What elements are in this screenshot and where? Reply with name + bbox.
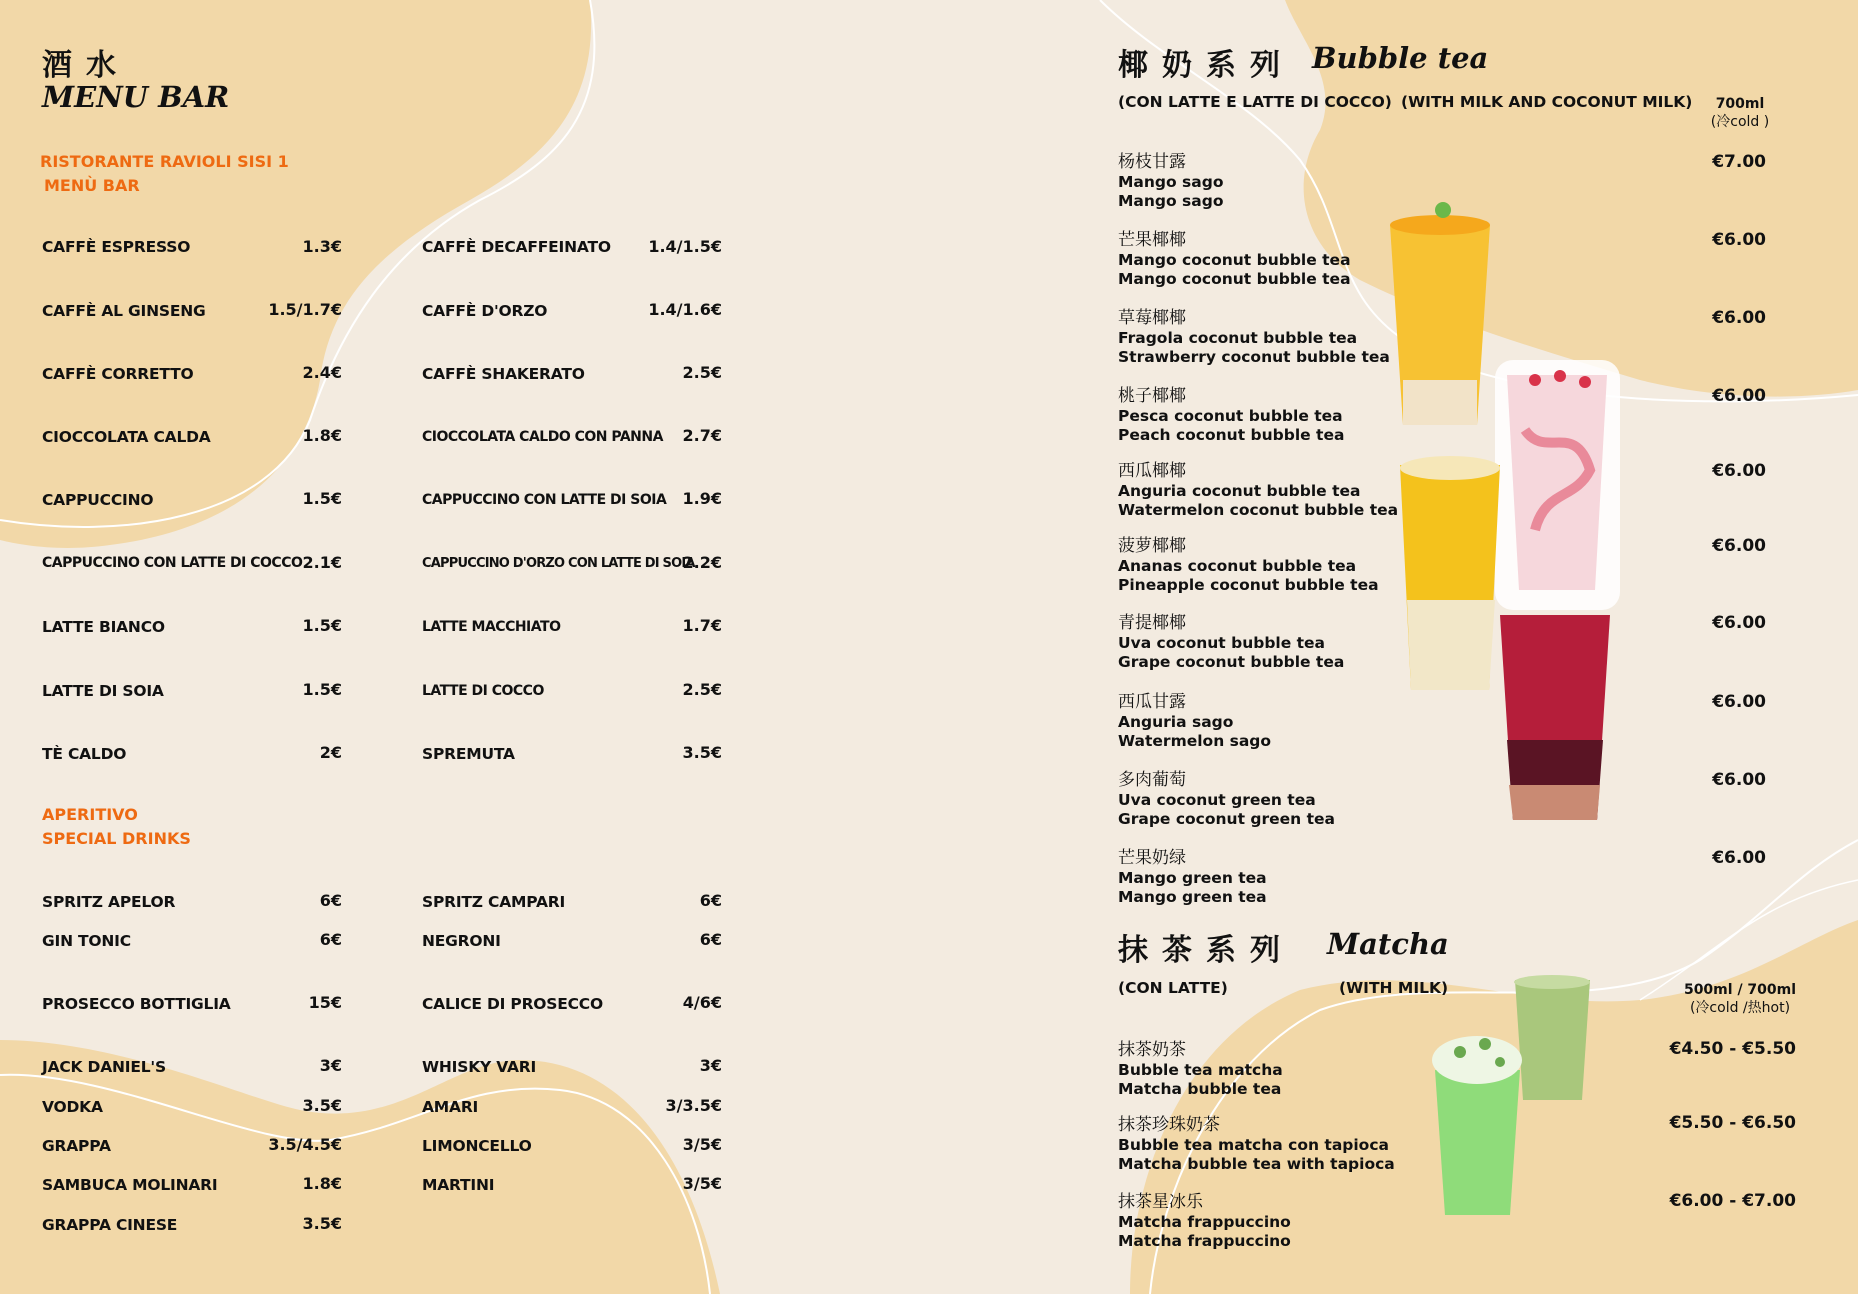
menu-item-name: CAFFÈ SHAKERATO xyxy=(422,365,585,383)
tea-name-it: Pesca coconut bubble tea xyxy=(1118,407,1343,425)
matcha-title-zh: 抹茶系列 xyxy=(1118,933,1294,968)
tea-name-en: Peach coconut bubble tea xyxy=(1118,426,1345,444)
menu-item-name: AMARI xyxy=(422,1098,479,1116)
menu-item-name: CAFFÈ D'ORZO xyxy=(422,302,548,320)
menu-item-name: CAFFÈ DECAFFEINATO xyxy=(422,238,611,256)
menu-item-price: 2.1€ xyxy=(302,553,342,572)
tea-item xyxy=(1118,1115,1395,1174)
menu-item-name: CAPPUCCINO CON LATTE DI SOIA xyxy=(422,492,667,508)
menu-item-price: 1.3€ xyxy=(302,237,342,256)
menu-item-name: LATTE DI COCCO xyxy=(422,683,544,699)
menu-item-name: LATTE DI SOIA xyxy=(42,682,164,700)
menu-item-name: CIOCCOLATA CALDA xyxy=(42,428,211,446)
tea-name-en: Mango sago xyxy=(1118,192,1224,210)
menu-item-name: GRAPPA xyxy=(42,1137,111,1155)
menu-item-price: 2€ xyxy=(319,743,342,762)
menu-item-name: VODKA xyxy=(42,1098,103,1116)
menu-item-name: GIN TONIC xyxy=(42,932,131,950)
tea-price: €6.00 - €7.00 xyxy=(1669,1191,1796,1211)
tea-name-zh: 西瓜甘露 xyxy=(1118,692,1186,712)
menu-item-name: LATTE MACCHIATO xyxy=(422,619,561,635)
section-heading-line2: SPECIAL DRINKS xyxy=(42,829,191,848)
tea-price: €6.00 xyxy=(1712,770,1766,790)
tea-price: €7.00 xyxy=(1712,152,1766,172)
menu-item-price: 1.5€ xyxy=(302,489,342,508)
bar-title-zh: 酒水 xyxy=(42,48,130,83)
tea-price: €4.50 - €5.50 xyxy=(1669,1039,1796,1059)
tea-name-zh: 抹茶珍珠奶茶 xyxy=(1118,1115,1220,1135)
menu-item-price: 3/3.5€ xyxy=(665,1096,722,1115)
tea-price: €6.00 xyxy=(1712,692,1766,712)
menu-item-price: 2.7€ xyxy=(682,426,722,445)
menu-item-name: TÈ CALDO xyxy=(42,745,127,763)
tea-name-it: Anguria sago xyxy=(1118,713,1234,731)
menu-item-price: 2.5€ xyxy=(682,363,722,382)
tea-name-en: Watermelon sago xyxy=(1118,732,1272,750)
menu-item-name: CAFFÈ ESPRESSO xyxy=(42,238,191,256)
tea-name-en: Grape coconut green tea xyxy=(1118,810,1335,828)
menu-item-name: SPREMUTA xyxy=(422,745,515,763)
tea-name-en: Mango coconut bubble tea xyxy=(1118,270,1351,288)
tea-item xyxy=(1118,770,1335,829)
menu-item-price: 1.8€ xyxy=(302,1174,342,1193)
menu-item-price: 3/5€ xyxy=(682,1174,722,1193)
tea-name-zh: 草莓椰椰 xyxy=(1118,308,1186,328)
tea-name-zh: 抹茶星冰乐 xyxy=(1118,1192,1203,1212)
tea-name-en: Watermelon coconut bubble tea xyxy=(1118,501,1399,519)
bubble-tea-illustration xyxy=(1385,200,1645,830)
section-heading-bar xyxy=(40,150,289,198)
menu-item-name: JACK DANIEL'S xyxy=(42,1058,166,1076)
section-heading-line1: RISTORANTE RAVIOLI SISI 1 xyxy=(40,152,289,171)
menu-item-name: CAFFÈ AL GINSENG xyxy=(42,302,206,320)
tea-name-it: Mango green tea xyxy=(1118,869,1267,887)
menu-item-name: CAPPUCCINO D'ORZO CON LATTE DI SOIA xyxy=(422,556,695,571)
tea-item xyxy=(1118,536,1379,595)
matcha-illustration xyxy=(1425,970,1605,1220)
volume-temp: (冷cold /热hot) xyxy=(1689,1000,1791,1016)
menu-item-name: CIOCCOLATA CALDO CON PANNA xyxy=(422,429,663,445)
tea-name-en: Matcha bubble tea with tapioca xyxy=(1118,1155,1395,1173)
tea-price: €6.00 xyxy=(1712,386,1766,406)
tea-item xyxy=(1118,308,1390,367)
menu-item-name: NEGRONI xyxy=(422,932,501,950)
menu-item-price: 3.5€ xyxy=(682,743,722,762)
menu-item-price: 2.5€ xyxy=(682,680,722,699)
bubble-volume xyxy=(1690,95,1790,131)
tea-item xyxy=(1118,1192,1291,1251)
menu-item-name: LIMONCELLO xyxy=(422,1137,532,1155)
menu-item-name: MARTINI xyxy=(422,1176,495,1194)
menu-item-price: 3.5€ xyxy=(302,1214,342,1233)
menu-item-name: GRAPPA CINESE xyxy=(42,1216,178,1234)
menu-item-price: 15€ xyxy=(308,993,342,1012)
menu-item-price: 1.4/1.6€ xyxy=(648,300,722,319)
menu-item-price: 3€ xyxy=(699,1056,722,1075)
menu-item-price: 1.5€ xyxy=(302,680,342,699)
menu-item-name: LATTE BIANCO xyxy=(42,618,165,636)
tea-price: €6.00 xyxy=(1712,536,1766,556)
tea-name-it: Ananas coconut bubble tea xyxy=(1118,557,1357,575)
menu-item-price: 2.4€ xyxy=(302,363,342,382)
volume-size: 500ml / 700ml xyxy=(1683,982,1797,998)
section-heading-aperitivo xyxy=(42,803,191,851)
menu-item-price: 3€ xyxy=(319,1056,342,1075)
menu-item-price: 1.7€ xyxy=(682,616,722,635)
tea-item xyxy=(1118,230,1351,289)
menu-item-price: 6€ xyxy=(319,930,342,949)
tea-name-en: Matcha frappuccino xyxy=(1118,1232,1291,1250)
tea-name-it: Fragola coconut bubble tea xyxy=(1118,329,1358,347)
tea-name-zh: 西瓜椰椰 xyxy=(1118,461,1186,481)
tea-name-en: Grape coconut bubble tea xyxy=(1118,653,1345,671)
volume-temp: (冷cold ) xyxy=(1710,114,1770,130)
bubble-subhead-en: (WITH MILK AND COCONUT MILK) xyxy=(1401,93,1693,111)
bar-title-en: MENU BAR xyxy=(42,80,230,114)
tea-item xyxy=(1118,152,1224,211)
tea-price: €6.00 xyxy=(1712,848,1766,868)
section-heading-line2: MENÙ BAR xyxy=(44,176,140,195)
tea-name-it: Uva coconut green tea xyxy=(1118,791,1316,809)
tea-name-en: Strawberry coconut bubble tea xyxy=(1118,348,1390,366)
tea-name-en: Mango green tea xyxy=(1118,888,1267,906)
menu-item-price: 3.5/4.5€ xyxy=(268,1135,342,1154)
menu-item-name: PROSECCO BOTTIGLIA xyxy=(42,995,231,1013)
tea-name-it: Mango coconut bubble tea xyxy=(1118,251,1351,269)
menu-item-price: 1.9€ xyxy=(682,489,722,508)
matcha-subhead-it: (CON LATTE) xyxy=(1118,979,1228,997)
bubble-title-zh: 椰奶系列 xyxy=(1118,48,1294,83)
menu-item-price: 6€ xyxy=(699,930,722,949)
menu-item-price: 1.5/1.7€ xyxy=(268,300,342,319)
menu-item-name: SAMBUCA MOLINARI xyxy=(42,1176,218,1194)
tea-price: €5.50 - €6.50 xyxy=(1669,1113,1796,1133)
menu-item-name: SPRITZ CAMPARI xyxy=(422,893,566,911)
tea-item xyxy=(1118,692,1271,751)
menu-item-price: 1.8€ xyxy=(302,426,342,445)
tea-price: €6.00 xyxy=(1712,308,1766,328)
tea-item xyxy=(1118,613,1344,672)
tea-name-zh: 杨枝甘露 xyxy=(1118,152,1186,172)
tea-name-zh: 青提椰椰 xyxy=(1118,613,1186,633)
tea-name-en: Matcha bubble tea xyxy=(1118,1080,1282,1098)
tea-name-zh: 菠萝椰椰 xyxy=(1118,536,1186,556)
tea-name-it: Bubble tea matcha xyxy=(1118,1061,1283,1079)
tea-name-zh: 芒果奶绿 xyxy=(1118,848,1186,868)
tea-item xyxy=(1118,848,1267,907)
menu-item-price: 3.5€ xyxy=(302,1096,342,1115)
matcha-subhead-en: (WITH MILK) xyxy=(1339,979,1449,997)
tea-name-zh: 多肉葡萄 xyxy=(1118,770,1186,790)
tea-item xyxy=(1118,1040,1283,1099)
tea-name-en: Pineapple coconut bubble tea xyxy=(1118,576,1379,594)
menu-item-name: SPRITZ APELOR xyxy=(42,893,176,911)
menu-item-price: 6€ xyxy=(319,891,342,910)
matcha-title-en: Matcha xyxy=(1327,927,1449,961)
menu-item-price: 3/5€ xyxy=(682,1135,722,1154)
bubble-subhead-it: (CON LATTE E LATTE DI COCCO) xyxy=(1118,93,1392,111)
menu-item-price: 4/6€ xyxy=(682,993,722,1012)
menu-item-price: 2.2€ xyxy=(682,553,722,572)
menu-item-name: CAPPUCCINO CON LATTE DI COCCO xyxy=(42,555,303,571)
tea-name-it: Mango sago xyxy=(1118,173,1224,191)
tea-name-it: Anguria coconut bubble tea xyxy=(1118,482,1361,500)
tea-name-it: Matcha frappuccino xyxy=(1118,1213,1291,1231)
tea-name-zh: 桃子椰椰 xyxy=(1118,386,1186,406)
tea-name-it: Bubble tea matcha con tapioca xyxy=(1118,1136,1389,1154)
volume-size: 700ml xyxy=(1715,96,1765,112)
tea-price: €6.00 xyxy=(1712,613,1766,633)
matcha-volume xyxy=(1670,981,1810,1017)
bubble-title-en: Bubble tea xyxy=(1312,41,1489,75)
tea-name-zh: 芒果椰椰 xyxy=(1118,230,1186,250)
menu-item-price: 1.4/1.5€ xyxy=(648,237,722,256)
menu-item-price: 1.5€ xyxy=(302,616,342,635)
menu-item-name: WHISKY VARI xyxy=(422,1058,537,1076)
tea-item xyxy=(1118,386,1344,445)
section-heading-line1: APERITIVO xyxy=(42,805,138,824)
tea-name-it: Uva coconut bubble tea xyxy=(1118,634,1326,652)
menu-item-name: CAFFÈ CORRETTO xyxy=(42,365,194,383)
tea-price: €6.00 xyxy=(1712,230,1766,250)
tea-item xyxy=(1118,461,1398,520)
menu-item-price: 6€ xyxy=(699,891,722,910)
menu-item-name: CAPPUCCINO xyxy=(42,491,154,509)
tea-price: €6.00 xyxy=(1712,461,1766,481)
menu-item-name: CALICE DI PROSECCO xyxy=(422,995,603,1013)
tea-name-zh: 抹茶奶茶 xyxy=(1118,1040,1186,1060)
